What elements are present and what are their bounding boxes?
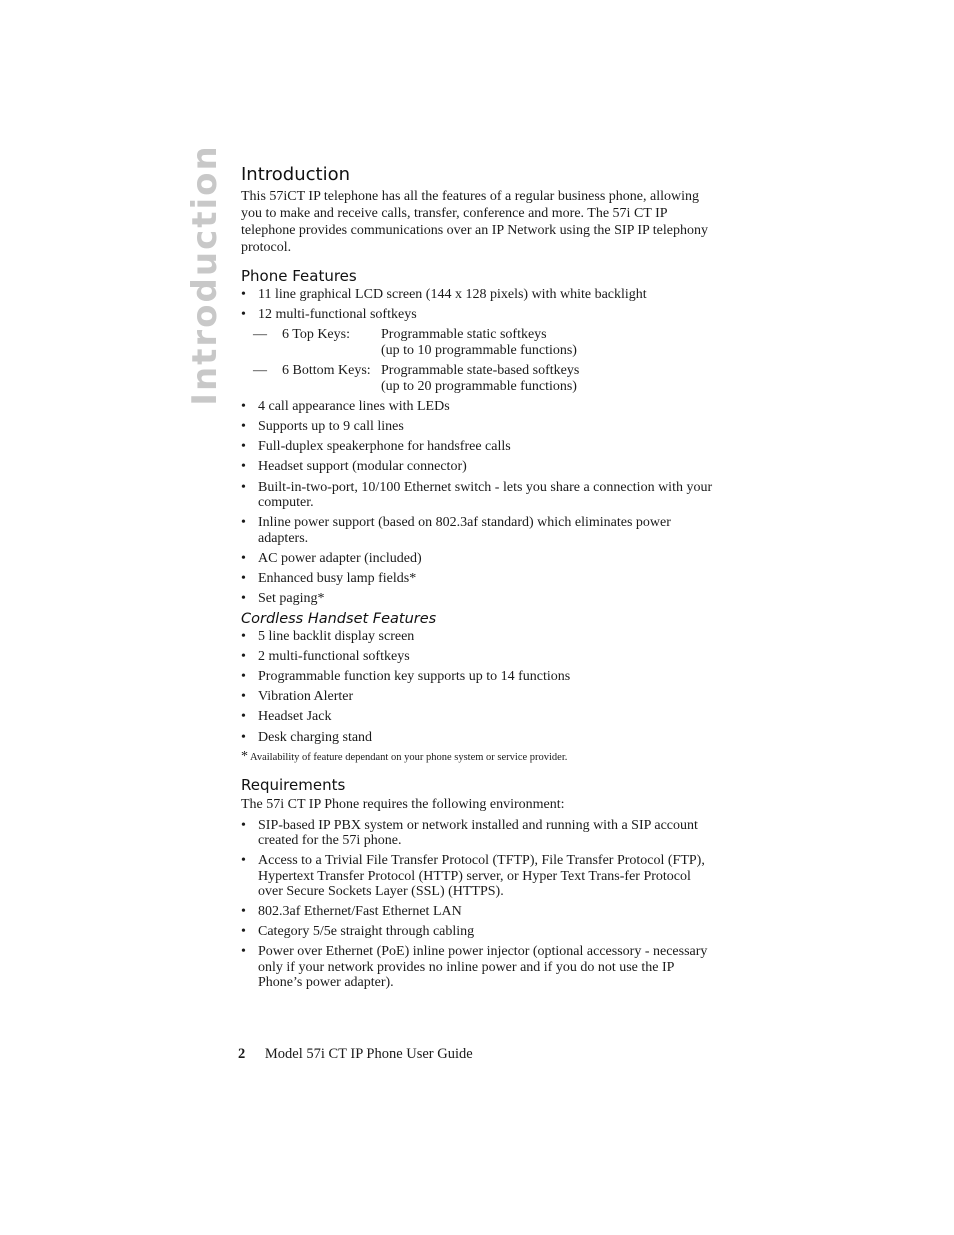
- guide-title: Model 57i CT IP Phone User Guide: [264, 1046, 473, 1062]
- introduction-text: This 57iCT IP telephone has all the features of a regular business phone, allowing you to make and receive calls, transfer, conference and more. The 57i CT IP telephone provides communications over an IP Network using the SIP IP telephony protocol.: [241, 189, 708, 255]
- page-number: 2: [238, 1046, 246, 1062]
- phone-features-list-b: [241, 399, 719, 606]
- requirements-text: The 57i CT IP Phone requires the following environment:: [241, 796, 565, 812]
- availability-footnote: [241, 750, 719, 765]
- softkey-key: 6 Top Keys:: [282, 327, 350, 343]
- list-item: • Headset support (modular connector): [241, 459, 719, 475]
- list-item: • Power over Ethernet (PoE) inline power injector (optional accessory - necessary only if your network provides no inline power and if you do not use the IP Phone’s power adapter).: [241, 944, 719, 991]
- list-item: • Headset Jack: [241, 709, 719, 725]
- list-item: • 802.3af Ethernet/Fast Ethernet LAN: [241, 904, 719, 920]
- list-item: • Desk charging stand: [241, 730, 719, 746]
- section-side-tab-label: Introduction: [185, 144, 225, 406]
- list-item: • Full-duplex speakerphone for handsfree calls: [241, 439, 719, 455]
- list-item: • Inline power support (based on 802.3af standard) which eliminates power adapters.: [241, 515, 719, 546]
- requirements-list: [241, 818, 719, 991]
- list-item: • 12 multi-functional softkeys: [241, 307, 719, 323]
- list-item: • Built-in-two-port, 10/100 Ethernet switch - lets you share a connection with your computer.: [241, 480, 719, 511]
- list-item: • 5 line backlit display screen: [241, 629, 719, 645]
- page-footer: [238, 1046, 473, 1063]
- phone-features-heading: Phone Features: [241, 267, 357, 285]
- list-item: • Supports up to 9 call lines: [241, 419, 719, 435]
- softkey-desc-block: [381, 327, 577, 359]
- list-item: • Category 5/5e straight through cabling: [241, 924, 719, 940]
- softkey-desc-block: [381, 363, 579, 395]
- softkey-desc: Programmable static softkeys: [381, 327, 547, 343]
- page-content: [241, 160, 719, 996]
- list-item: • Access to a Trivial File Transfer Protocol (TFTP), File Transfer Protocol (FTP), Hypertext Transfer Protocol (HTTP) server, or Hyper Text Trans-fer Protocol over Secure Sockets Layer (SSL) (HTTPS).: [241, 853, 719, 900]
- list-item: • Vibration Alerter: [241, 689, 719, 705]
- dash-mark: —: [253, 327, 267, 343]
- softkey-sub: (up to 10 programmable functions): [381, 343, 577, 359]
- list-item: • 2 multi-functional softkeys: [241, 649, 719, 665]
- list-item: • Programmable function key supports up to 14 functions: [241, 669, 719, 685]
- list-item: • AC power adapter (included): [241, 551, 719, 567]
- requirements-heading: Requirements: [241, 775, 346, 794]
- phone-features-list-a: [241, 287, 719, 323]
- list-item: • 4 call appearance lines with LEDs: [241, 399, 719, 415]
- softkey-key: 6 Bottom Keys:: [282, 363, 371, 379]
- softkey-sub: (up to 20 programmable functions): [381, 379, 577, 395]
- list-item: • SIP-based IP PBX system or network installed and running with a SIP account created for the 57i phone.: [241, 818, 719, 849]
- dash-mark: —: [253, 363, 267, 379]
- cordless-heading: Cordless Handset Features: [241, 611, 437, 628]
- list-item: • 11 line graphical LCD screen (144 x 128 pixels) with white backlight: [241, 287, 719, 303]
- introduction-heading: Introduction: [241, 164, 351, 185]
- list-item: • Set paging*: [241, 591, 719, 607]
- cordless-features-list: [241, 629, 719, 745]
- softkey-row-top: [253, 327, 719, 359]
- softkey-desc: Programmable state-based softkeys: [381, 363, 580, 379]
- section-side-tab: [172, 144, 238, 406]
- footnote-text: Availability of feature dependant on your phone system or service provider.: [250, 751, 568, 763]
- footnote-star: *: [241, 748, 248, 764]
- softkey-row-bottom: [253, 363, 719, 395]
- list-item: • Enhanced busy lamp fields*: [241, 571, 719, 587]
